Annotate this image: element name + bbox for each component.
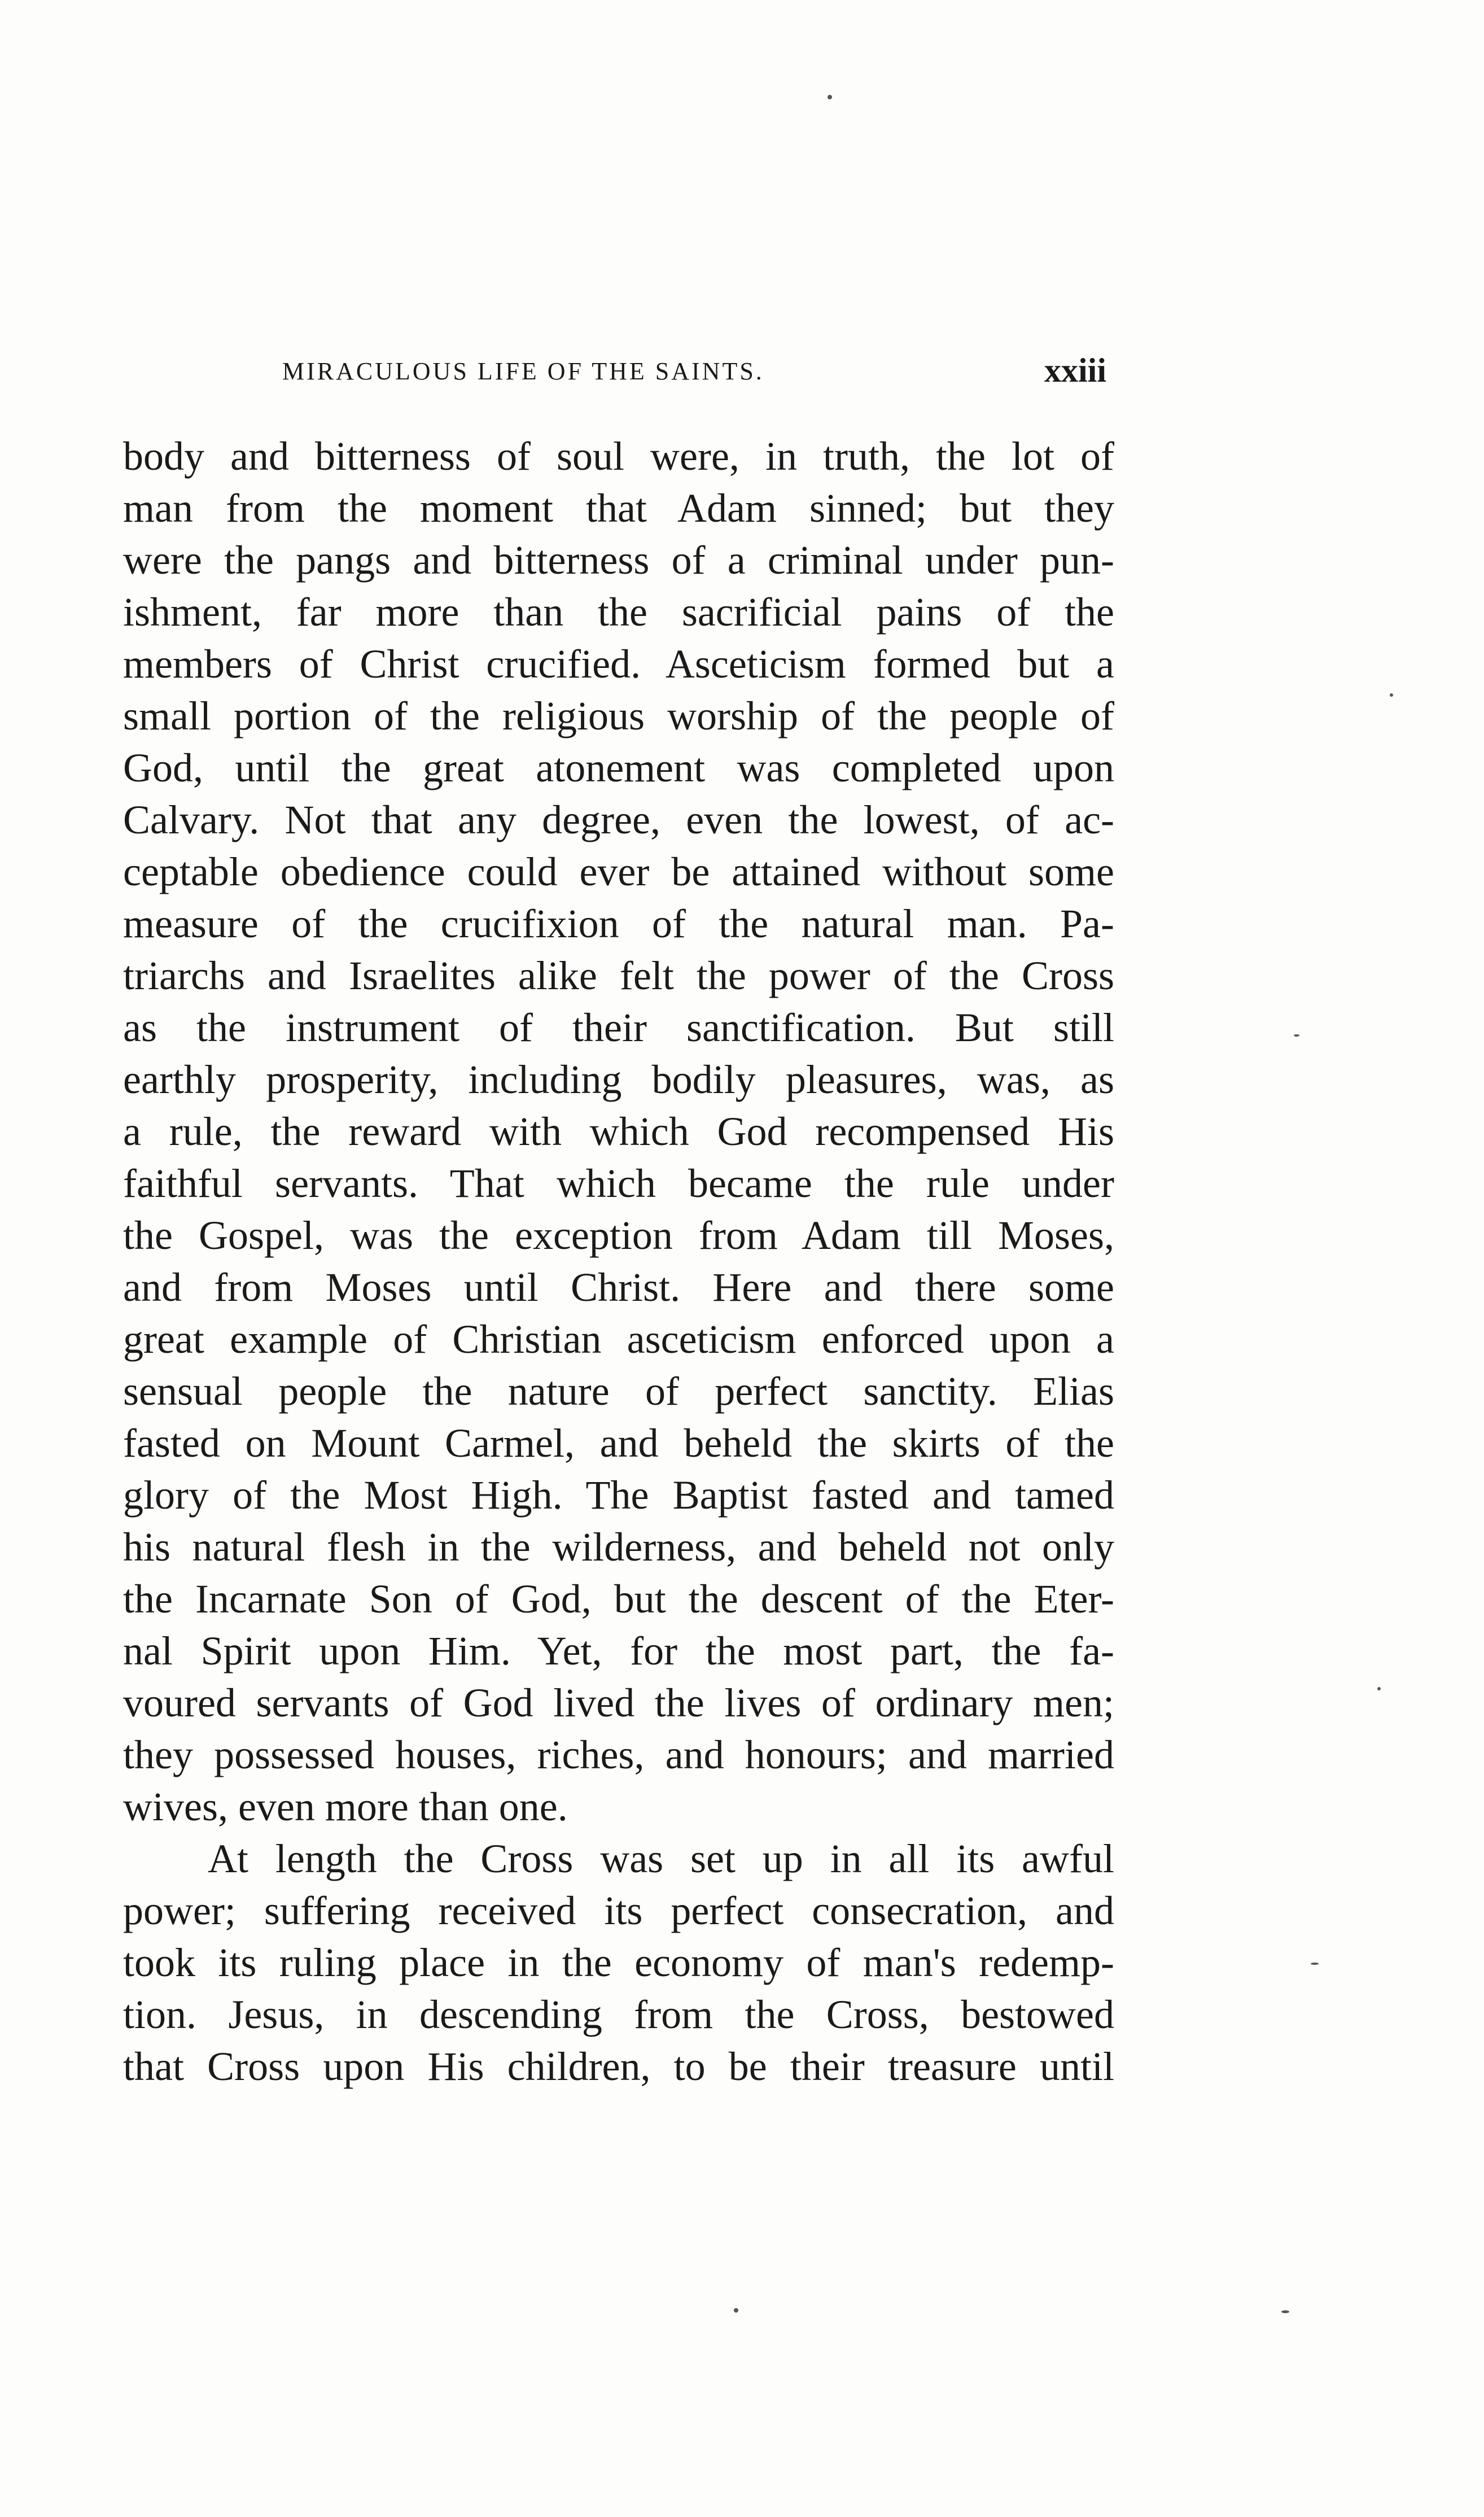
text-line: a rule, the reward with which God recompensed His xyxy=(123,1109,1114,1154)
text-line: as the instrument of their sanctification. But still xyxy=(123,1005,1114,1050)
running-title: MIRACULOUS LIFE OF THE SAINTS. xyxy=(282,357,764,385)
text-line: sensual people the nature of perfect sanctity. Elias xyxy=(123,1369,1114,1414)
paper-speck xyxy=(1390,693,1393,697)
text-line: that Cross upon His children, to be their treasure until xyxy=(123,2044,1114,2089)
text-line: Calvary. Not that any degree, even the lowest, of ac- xyxy=(123,797,1114,842)
paper-speck xyxy=(1377,1687,1381,1690)
text-line: man from the moment that Adam sinned; but they xyxy=(123,486,1114,531)
text-line: small portion of the religious worship of the people of xyxy=(123,693,1114,739)
text-line: glory of the Most High. The Baptist fasted and tamed xyxy=(123,1472,1114,1518)
text-line: the Incarnate Son of God, but the descent of the Eter- xyxy=(123,1576,1114,1622)
text-line: voured servants of God lived the lives of ordinary men; xyxy=(123,1680,1114,1725)
running-head xyxy=(282,352,1106,396)
text-line: measure of the crucifixion of the natural man. Pa- xyxy=(123,901,1114,946)
text-line: ceptable obedience could ever be attained without some xyxy=(123,849,1114,894)
text-line: they possessed houses, riches, and honours; and married xyxy=(123,1732,1114,1777)
paper-speck xyxy=(1311,1963,1319,1965)
text-line: the Gospel, was the exception from Adam till Moses, xyxy=(123,1213,1114,1258)
text-line: and from Moses until Christ. Here and there some xyxy=(123,1265,1114,1310)
paper-speck xyxy=(1294,1034,1299,1037)
text-line: great example of Christian asceticism enforced upon a xyxy=(123,1317,1114,1362)
text-line: took its ruling place in the economy of man's redemp- xyxy=(123,1940,1114,1985)
text-line: earthly prosperity, including bodily pleasures, was, as xyxy=(123,1057,1114,1102)
text-line: triarchs and Israelites alike felt the power of the Cross xyxy=(123,953,1114,998)
text-line: body and bitterness of soul were, in truth, the lot of xyxy=(123,434,1114,479)
text-line: nal Spirit upon Him. Yet, for the most part, the fa- xyxy=(123,1628,1114,1673)
paragraph-end-line: wives, even more than one. xyxy=(123,1784,568,1829)
paper-speck xyxy=(828,95,832,99)
text-line: members of Christ crucified. Asceticism formed but a xyxy=(123,641,1114,687)
text-line: fasted on Mount Carmel, and beheld the skirts of the xyxy=(123,1421,1114,1466)
text-line: tion. Jesus, in descending from the Cross, bestowed xyxy=(123,1992,1114,2037)
body-text xyxy=(123,430,1114,2092)
paper-speck xyxy=(734,2308,738,2313)
text-line: God, until the great atonement was completed upon xyxy=(123,745,1114,790)
text-line: faithful servants. That which became the rule under xyxy=(123,1161,1114,1206)
paragraph-start-line: At length the Cross was set up in all its awful xyxy=(208,1836,1114,1881)
paper-speck xyxy=(1281,2310,1289,2313)
page-number: xxiii xyxy=(1044,352,1106,389)
text-line: his natural flesh in the wilderness, and beheld not only xyxy=(123,1524,1114,1570)
text-line: ishment, far more than the sacrificial pains of the xyxy=(123,589,1114,635)
text-line: were the pangs and bitterness of a criminal under pun- xyxy=(123,538,1114,583)
text-line: power; suffering received its perfect consecration, and xyxy=(123,1888,1114,1933)
